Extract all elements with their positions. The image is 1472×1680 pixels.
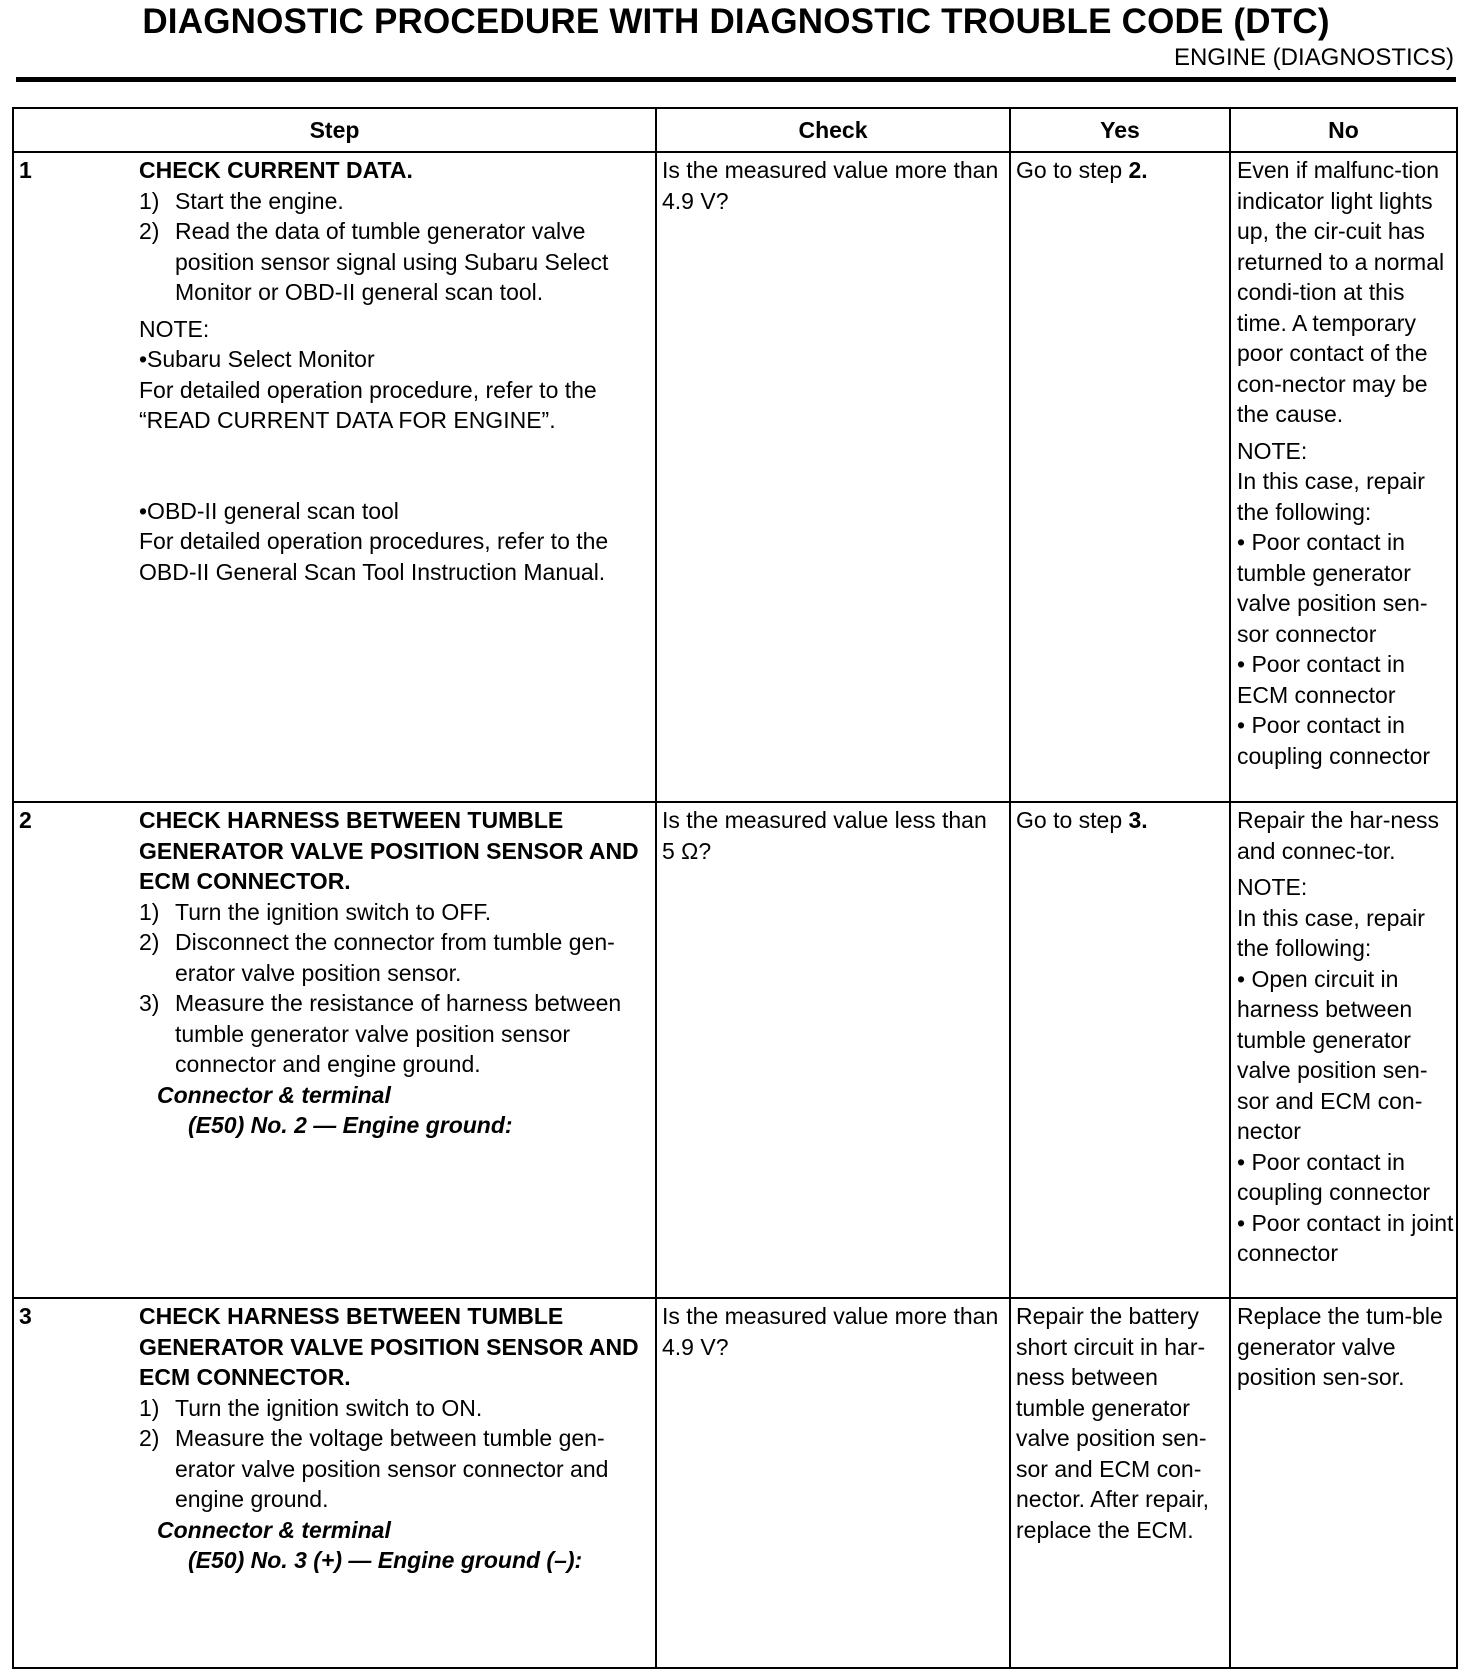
no-cell (1230, 152, 1457, 802)
instruction-number: 1) (139, 1394, 160, 1421)
step-number: 1 (19, 157, 32, 183)
instruction-text: Turn the ignition switch to OFF. (175, 898, 492, 925)
no-bullet: • Poor contact in coupling connector (1237, 1148, 1431, 1205)
diagnostic-table (12, 107, 1458, 1669)
no-note-label: NOTE: (1237, 437, 1308, 464)
page-title: DIAGNOSTIC PROCEDURE WITH DIAGNOSTIC TROUBLE CODE (DTC) (142, 2, 1330, 41)
step-number: 3 (19, 1303, 32, 1329)
note-label: NOTE: (139, 315, 210, 342)
no-bullet: • Poor contact in tumble generator valve position sen-sor connector (1237, 529, 1428, 647)
connector-terminal-label: Connector & terminal (157, 1081, 391, 1108)
step-instructions (139, 186, 650, 308)
table-row-step-3 (13, 1298, 1457, 1668)
instruction-text: Read the data of tumble generator valve position sensor signal using Subaru Select Monitor or OBD-II general scan tool. (175, 218, 609, 305)
yes-cell: Repair the battery short circuit in har-ness between tumble generator valve position sen-sor and ECM con-nector. After repair, replace the ECM. (1010, 1298, 1230, 1668)
check-cell: Is the measured value more than 4.9 V? (656, 1298, 1010, 1668)
no-note-intro: In this case, repair the following: (1237, 468, 1425, 525)
instruction-text: Start the engine. (175, 187, 344, 214)
instruction-item (139, 1393, 650, 1424)
step-title: CHECK CURRENT DATA. (139, 157, 413, 183)
column-header-yes: Yes (1010, 108, 1230, 152)
page-subtitle: ENGINE (DIAGNOSTICS) (1173, 44, 1454, 71)
connector-terminal-value: (E50) No. 2 — Engine ground: (188, 1112, 513, 1138)
check-cell: Is the measured value more than 4.9 V? (656, 152, 1010, 802)
no-bullet: • Poor contact in coupling connector (1237, 712, 1431, 769)
step-cell (13, 802, 656, 1298)
yes-cell (1010, 802, 1230, 1298)
instruction-text: Disconnect the connector from tumble gen-erator valve position sensor. (175, 929, 615, 986)
instruction-text: Measure the resistance of harness between tumble generator valve position sensor connector and engine ground. (175, 990, 622, 1077)
instruction-item (139, 1423, 650, 1515)
instruction-number: 1) (139, 187, 160, 214)
step-cell (13, 1298, 656, 1668)
connector-terminal-label: Connector & terminal (157, 1516, 391, 1543)
no-cell (1230, 1298, 1457, 1668)
instruction-item (139, 988, 650, 1080)
table-row-step-2 (13, 802, 1457, 1298)
yes-step-ref: 2. (1128, 157, 1148, 183)
no-text: Repair the har-ness and connec-tor. (1237, 807, 1439, 864)
instruction-item (139, 927, 650, 988)
no-bullet: • Poor contact in joint connector (1237, 1209, 1454, 1266)
yes-text: Go to step (1016, 157, 1129, 183)
no-note-intro: In this case, repair the following: (1237, 904, 1425, 961)
step-number: 2 (19, 807, 32, 833)
no-text: Even if malfunc-tion indicator light lights up, the cir-cuit has returned to a normal condi-tion at this time. A temporary poor contact of the con-nector may be the cause. (1237, 157, 1445, 427)
check-cell: Is the measured value less than 5 Ω? (656, 802, 1010, 1298)
no-cell (1230, 802, 1457, 1298)
instruction-text: Turn the ignition switch to ON. (175, 1394, 483, 1421)
step-title: CHECK HARNESS BETWEEN TUMBLE GENERATOR VALVE POSITION SENSOR AND ECM CONNECTOR. (139, 807, 639, 894)
no-bullet: • Open circuit in harness between tumble generator valve position sen-sor and ECM con-nector (1237, 965, 1428, 1144)
note-line: For detailed operation procedure, refer to the “READ CURRENT DATA FOR ENGINE”. (139, 376, 597, 433)
column-header-check: Check (656, 108, 1010, 152)
note-line: •OBD-II general scan tool (139, 497, 399, 524)
step-cell (13, 152, 656, 802)
instruction-text: Measure the voltage between tumble gen-erator valve position sensor connector and engine ground. (175, 1425, 609, 1512)
step-instructions (139, 897, 650, 1080)
table-row-step-1 (13, 152, 1457, 802)
column-header-step: Step (13, 108, 656, 152)
instruction-number: 2) (139, 218, 160, 244)
instruction-item (139, 897, 650, 928)
no-text: Replace the tum-ble generator valve position sen-sor. (1237, 1303, 1443, 1390)
instruction-number: 3) (139, 990, 160, 1016)
yes-text: Go to step (1016, 807, 1129, 833)
note-line: For detailed operation procedures, refer to the OBD-II General Scan Tool Instruction Manual. (139, 528, 609, 585)
connector-terminal-value: (E50) No. 3 (+) — Engine ground (–): (188, 1547, 583, 1573)
yes-cell (1010, 152, 1230, 802)
instruction-number: 2) (139, 1425, 160, 1451)
instruction-number: 1) (139, 898, 160, 925)
no-bullet: • Poor contact in ECM connector (1237, 651, 1405, 708)
instruction-item (139, 186, 650, 217)
column-header-no: No (1230, 108, 1457, 152)
step-title: CHECK HARNESS BETWEEN TUMBLE GENERATOR VALVE POSITION SENSOR AND ECM CONNECTOR. (139, 1303, 639, 1390)
step-instructions (139, 1393, 650, 1515)
table-header-row (13, 108, 1457, 152)
instruction-number: 2) (139, 929, 160, 955)
title-rule (16, 77, 1456, 82)
note-line: •Subaru Select Monitor (139, 346, 375, 372)
no-note-label: NOTE: (1237, 874, 1308, 900)
yes-step-ref: 3. (1128, 807, 1148, 833)
instruction-item (139, 216, 650, 308)
